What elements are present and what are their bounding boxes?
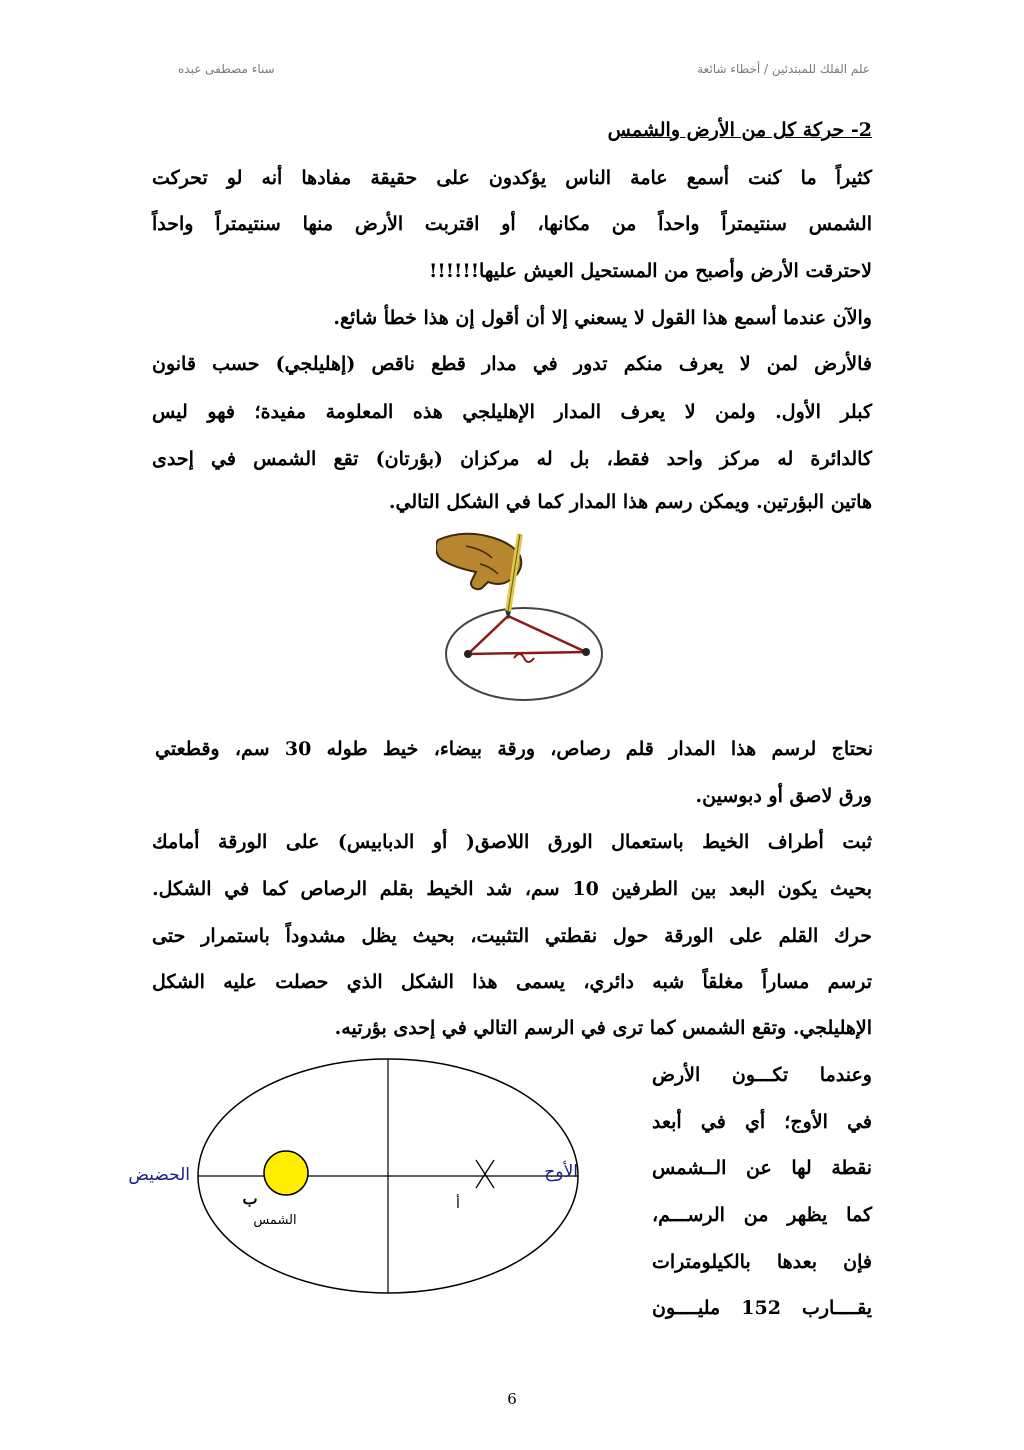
- paragraph-line: لاحترقت الأرض وأصبح من المستحيل العيش عليها!!!!!!: [429, 260, 872, 282]
- paragraph-line: وعندما تكـــون الأرض: [652, 1064, 872, 1086]
- paragraph-line: هاتين البؤرتين. ويمكن رسم هذا المدار كما في الشكل التالي.: [388, 491, 872, 513]
- paragraph-line: بحيث يكون البعد بين الطرفين 10 سم، شد الخيط بقلم الرصاص كما في الشكل.: [152, 878, 872, 900]
- paragraph-line: كبلر الأول. ولمن لا يعرف المدار الإهليلجي هذه المعلومة مفيدة؛ فهو ليس: [152, 401, 872, 423]
- perihelion-label: الحضيض: [128, 1165, 190, 1185]
- focus-b-label: ب: [242, 1189, 258, 1208]
- empty-focus-marker: [476, 1160, 494, 1188]
- string-knot: [514, 654, 534, 662]
- paragraph-line: يقــــارب 152 مليــــون: [652, 1297, 872, 1319]
- aphelion-label: الأوج: [544, 1162, 578, 1182]
- paragraph-line: ترسم مساراً مغلقاً شبه دائري، يسمى هذا الشكل الذي حصلت عليه الشكل: [152, 971, 872, 993]
- header-book-title: علم الفلك للمبتدئين / أخطاء شائعة: [697, 62, 870, 76]
- hand-icon: [436, 534, 521, 590]
- focus-a-label: أ: [456, 1196, 460, 1212]
- paragraph-line: فإن بعدها بالكيلومترات: [652, 1251, 872, 1273]
- paragraph-line: كما يظهر من الرســـم،: [652, 1204, 872, 1226]
- paragraph-line: الإهليلجي. وتقع الشمس كما ترى في الرسم التالي في إحدى بؤرتيه.: [334, 1017, 872, 1039]
- page-number: 6: [507, 1390, 517, 1408]
- paragraph-line: ورق لاصق أو دبوسين.: [695, 785, 872, 807]
- paragraph-line: في الأوج؛ أي في أبعد: [652, 1111, 872, 1133]
- paragraph-line: حرك القلم على الورقة حول نقطتي التثبيت، بحيث يظل مشدوداً باستمرار حتى: [152, 925, 872, 947]
- paragraph-line: كثيراً ما كنت أسمع عامة الناس يؤكدون على حقيقة مفادها أنه لو تحركت: [152, 167, 872, 189]
- paragraph-line: فالأرض لمن لا يعرف منكم تدور في مدار قطع ناقص (إهليلجي) حسب قانون: [152, 353, 872, 375]
- ellipse-drawing-illustration: [436, 526, 606, 716]
- header-author: سناء مصطفى عبده: [178, 62, 275, 76]
- orbit-diagram: [100, 1056, 640, 1301]
- section-title: 2- حركة كل من الأرض والشمس: [607, 119, 872, 141]
- paragraph-line: نحتاج لرسم هذا المدار قلم رصاص، ورقة بيضاء، خيط طوله 30 سم، وقطعتي: [155, 738, 873, 760]
- paragraph-line: كالدائرة له مركز واحد فقط، بل له مركزان (بؤرتان) تقع الشمس في إحدى: [152, 448, 872, 470]
- string-triangle: [468, 616, 586, 654]
- paragraph-line: الشمس سنتيمتراً واحداً من مكانها، أو اقتربت الأرض منها سنتيمتراً واحداً: [152, 213, 872, 235]
- paragraph-line: نقطة لها عن الــشمس: [652, 1157, 872, 1179]
- pin-right: [582, 648, 590, 656]
- sun-icon: [264, 1151, 308, 1195]
- paragraph-line: والآن عندما أسمع هذا القول لا يسعني إلا أن أقول إن هذا خطأ شائع.: [333, 307, 872, 329]
- paragraph-line: ثبت أطراف الخيط باستعمال الورق اللاصق( أو الدبابيس) على الورقة أمامك: [152, 831, 872, 853]
- pin-left: [464, 650, 472, 658]
- sun-label: الشمس: [253, 1213, 297, 1228]
